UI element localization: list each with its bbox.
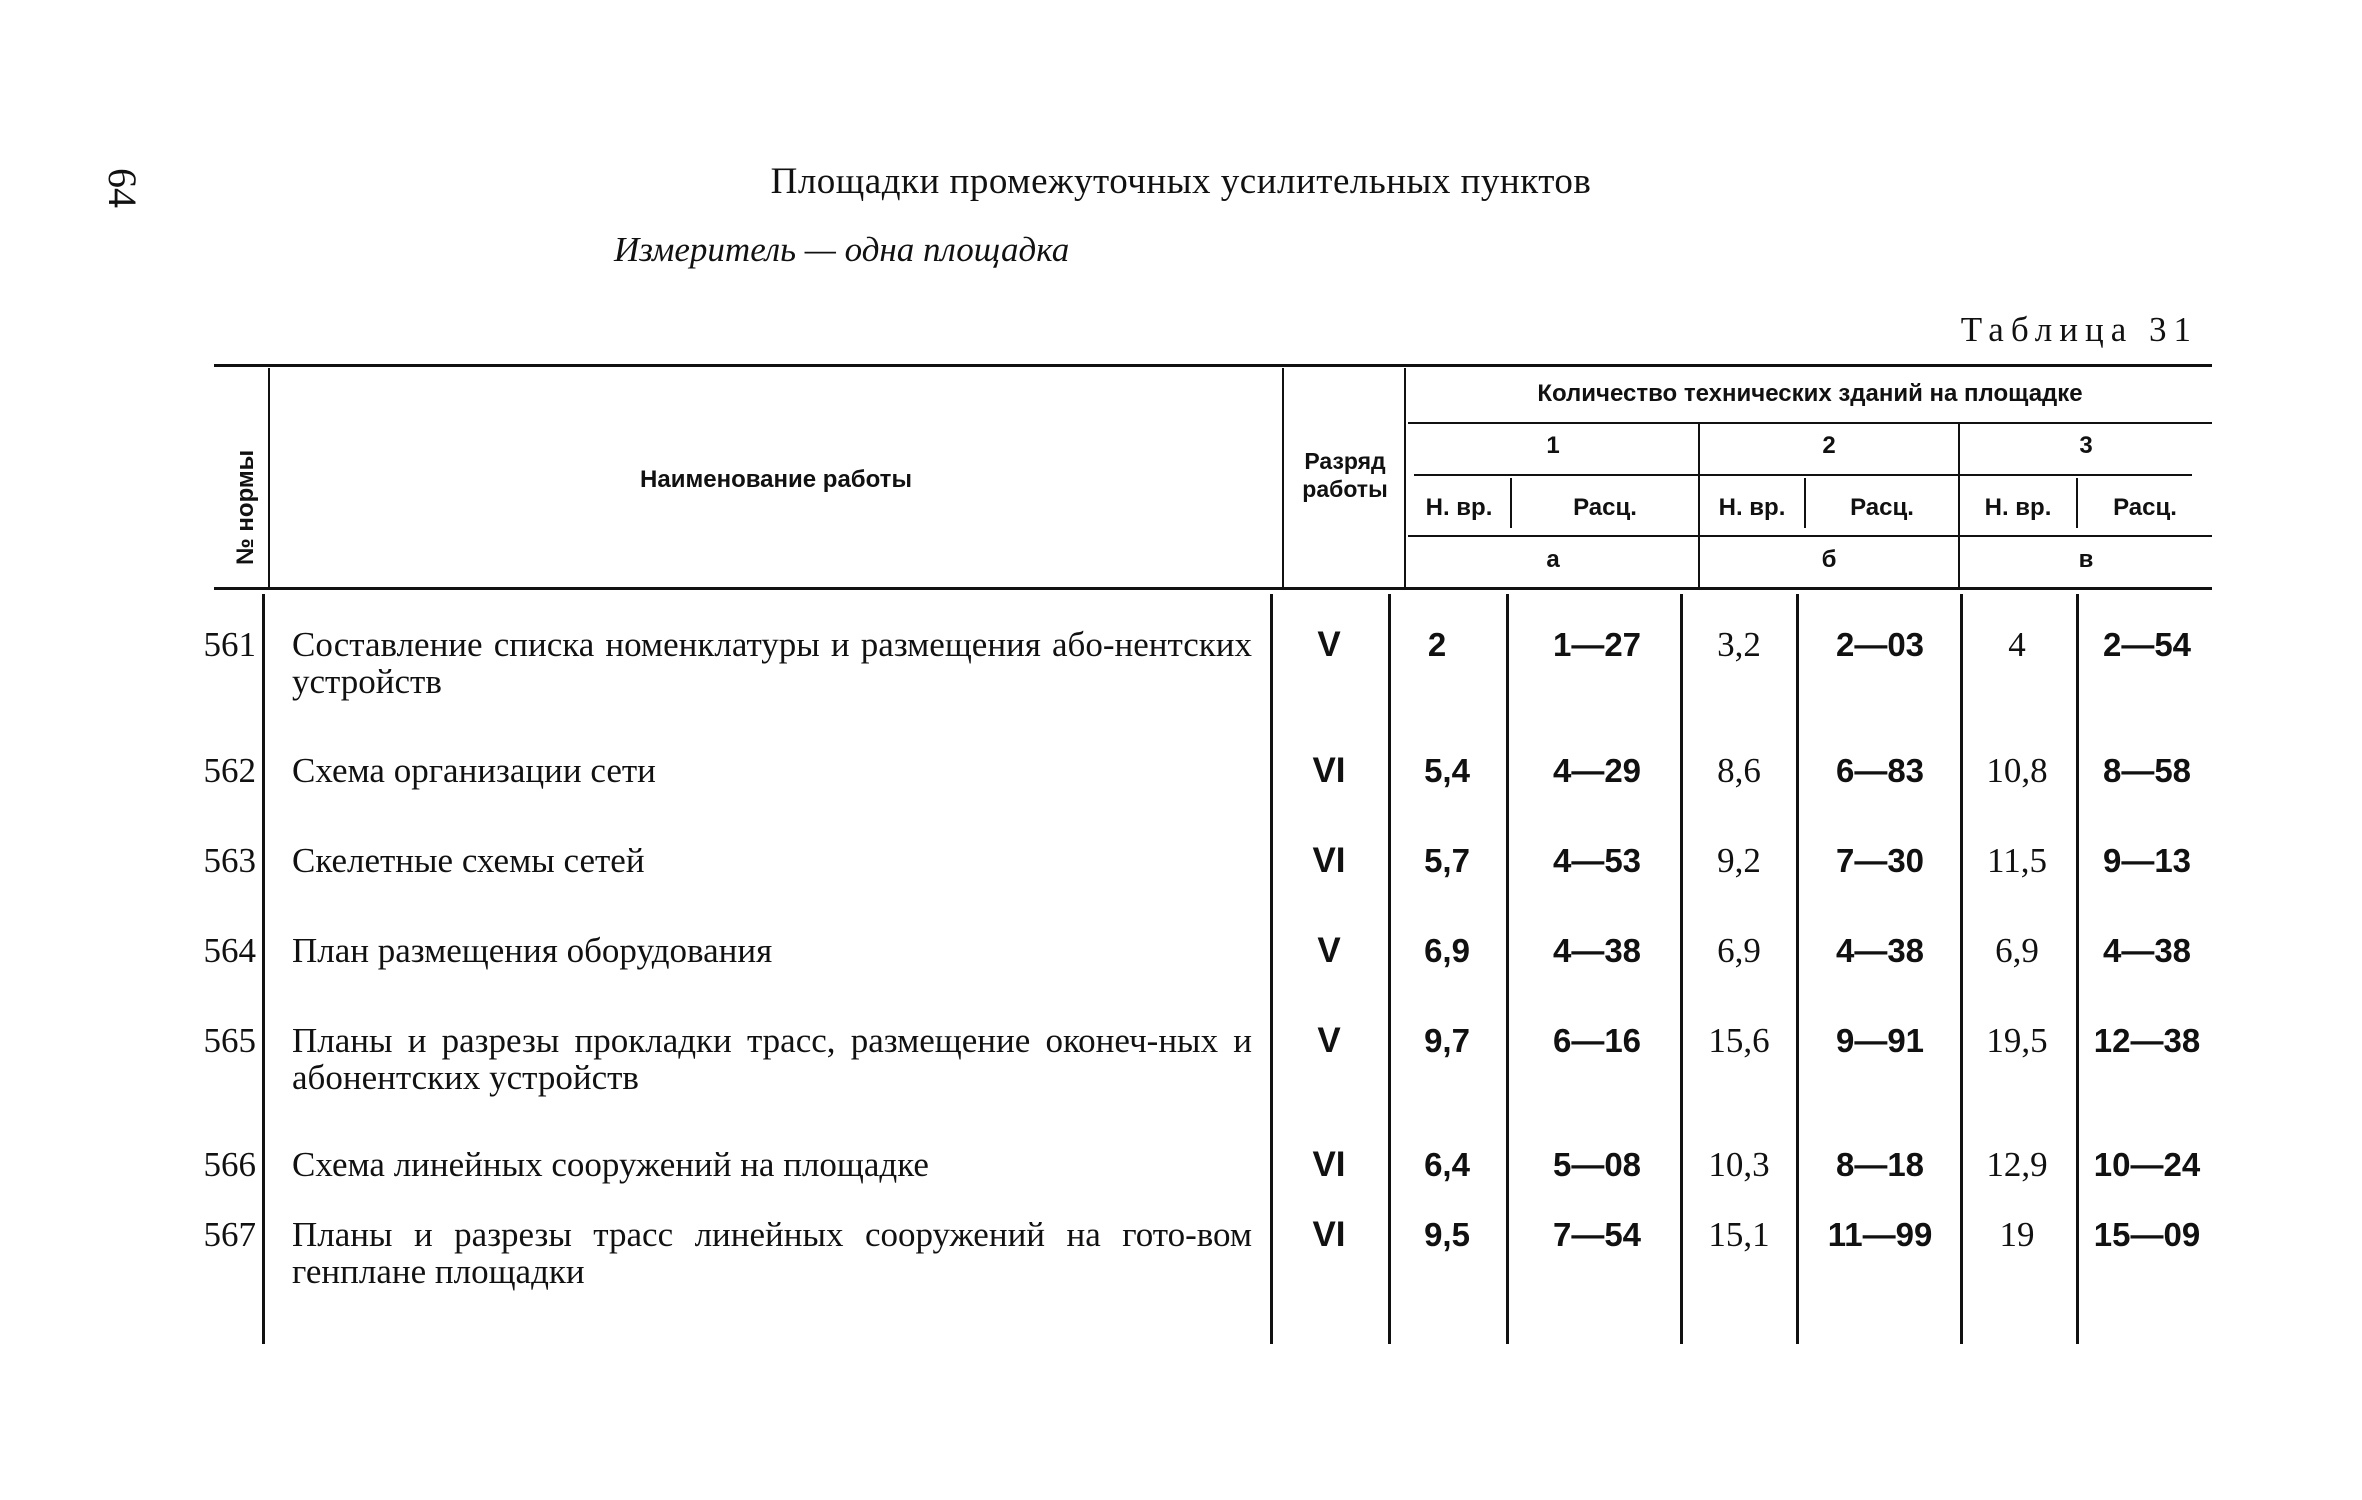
- norm-number: 565: [203, 1021, 256, 1060]
- price-1: 1—27: [1552, 626, 1642, 663]
- time-norm-1: 9,5: [1424, 1216, 1470, 1253]
- header-time-3: Н. вр.: [1984, 494, 2052, 521]
- work-name: Скелетные схемы сетей: [292, 841, 645, 880]
- price-1: 5—08: [1552, 1146, 1642, 1183]
- time-norm-3: 19: [1999, 1215, 2035, 1254]
- work-name: Планы и разрезы трасс линейных сооружений на гото-вом генплане площадки: [292, 1215, 1252, 1291]
- header-grade-line1: Разряд: [1304, 448, 1386, 474]
- header-bottom-rule: [214, 587, 2212, 590]
- time-norm-3: 4: [2008, 625, 2026, 664]
- time-norm-2: 8,6: [1717, 751, 1761, 790]
- body-column-line: [1796, 594, 1799, 1344]
- price-3: 12—38: [2093, 1022, 2201, 1059]
- norm-number: 562: [203, 751, 256, 790]
- price-3: 4—38: [2102, 932, 2192, 969]
- work-name: Планы и разрезы прокладки трасс, размещение оконеч-ных и абонентских устройств: [292, 1021, 1252, 1097]
- header-separator: [1282, 368, 1284, 588]
- time-norm-2: 9,2: [1717, 841, 1761, 880]
- time-norm-2: 10,3: [1708, 1145, 1770, 1184]
- time-norm-3: 19,5: [1986, 1021, 2048, 1060]
- time-norm-1: 6,9: [1424, 932, 1470, 969]
- header-grade-line2: работы: [1302, 476, 1388, 502]
- time-norm-2: 6,9: [1717, 931, 1761, 970]
- body-column-line: [2076, 594, 2079, 1344]
- time-norm-2: 3,2: [1717, 625, 1761, 664]
- work-name: Схема организации сети: [292, 751, 656, 790]
- price-2: 8—18: [1835, 1146, 1925, 1183]
- time-norm-1: 2: [1427, 626, 1447, 663]
- price-1: 7—54: [1552, 1216, 1642, 1253]
- work-grade: V: [1317, 625, 1341, 664]
- measure-unit-subtitle: Измеритель — одна площадка: [614, 230, 1070, 269]
- price-3: 8—58: [2102, 752, 2192, 789]
- header-price-1: Расц.: [1573, 494, 1637, 521]
- price-2: 9—91: [1835, 1022, 1925, 1059]
- work-grade: VI: [1312, 841, 1346, 880]
- norm-number: 564: [203, 931, 256, 970]
- norm-number: 561: [203, 625, 256, 664]
- work-grade: V: [1317, 1021, 1341, 1060]
- time-norm-1: 5,7: [1424, 842, 1470, 879]
- time-norm-1: 6,4: [1424, 1146, 1470, 1183]
- header-norm-number: № нормы: [232, 449, 259, 565]
- price-1: 4—38: [1552, 932, 1642, 969]
- price-2: 4—38: [1835, 932, 1925, 969]
- table-top-rule: [214, 364, 2212, 367]
- work-name: Схема линейных сооружений на площадке: [292, 1145, 929, 1184]
- header-buildings-group: Количество технических зданий на площадке: [1537, 380, 2083, 407]
- time-norm-2: 15,6: [1708, 1021, 1770, 1060]
- header-count-1: 1: [1546, 432, 1560, 459]
- price-3: 15—09: [2093, 1216, 2201, 1253]
- time-norm-1: 9,7: [1424, 1022, 1470, 1059]
- header-count-2: 2: [1822, 432, 1836, 459]
- price-3: 2—54: [2102, 626, 2192, 663]
- body-column-line: [1506, 594, 1509, 1344]
- header-letter-a: а: [1546, 546, 1560, 573]
- work-name: Составление списка номенклатуры и размещения або-нентских устройств: [292, 625, 1252, 701]
- price-2: 7—30: [1835, 842, 1925, 879]
- work-grade: VI: [1312, 1145, 1346, 1184]
- price-1: 4—53: [1552, 842, 1642, 879]
- price-2: 6—83: [1835, 752, 1925, 789]
- body-column-line: [1270, 594, 1273, 1344]
- price-1: 6—16: [1552, 1022, 1642, 1059]
- header-work-name: Наименование работы: [640, 466, 912, 493]
- work-name: План размещения оборудования: [292, 931, 773, 970]
- page-title: Площадки промежуточных усилительных пунктов: [770, 161, 1592, 202]
- table-label: Таблица 31: [1960, 310, 2198, 349]
- header-price-2: Расц.: [1850, 494, 1914, 521]
- work-grade: V: [1317, 931, 1341, 970]
- price-1: 4—29: [1552, 752, 1642, 789]
- header-letter-b: б: [1821, 546, 1837, 573]
- header-count-3: 3: [2079, 432, 2093, 459]
- price-3: 10—24: [2093, 1146, 2201, 1183]
- norm-number: 563: [203, 841, 256, 880]
- time-norm-3: 11,5: [1987, 841, 2047, 880]
- body-column-line: [1388, 594, 1391, 1344]
- group-header-rule: [1408, 422, 2212, 424]
- header-time-2: Н. вр.: [1718, 494, 1786, 521]
- header-letter-c: в: [2078, 546, 2094, 573]
- time-norm-2: 15,1: [1708, 1215, 1770, 1254]
- header-price-3: Расц.: [2113, 494, 2177, 521]
- time-norm-3: 10,8: [1986, 751, 2048, 790]
- header-time-1: Н. вр.: [1425, 494, 1493, 521]
- body-column-line: [262, 594, 265, 1344]
- work-grade: VI: [1312, 1215, 1346, 1254]
- subheader-rule: [1408, 535, 2212, 537]
- time-norm-1: 5,4: [1424, 752, 1470, 789]
- price-3: 9—13: [2102, 842, 2192, 879]
- page-number: 64: [100, 168, 145, 208]
- price-2: 2—03: [1835, 626, 1925, 663]
- price-2: 11—99: [1827, 1216, 1933, 1253]
- count-header-rule: [1414, 474, 2192, 476]
- work-grade: VI: [1312, 751, 1346, 790]
- norm-number: 566: [203, 1145, 256, 1184]
- norm-number: 567: [203, 1215, 256, 1254]
- time-norm-3: 12,9: [1986, 1145, 2048, 1184]
- header-separator: [1404, 368, 1406, 588]
- time-norm-3: 6,9: [1995, 931, 2039, 970]
